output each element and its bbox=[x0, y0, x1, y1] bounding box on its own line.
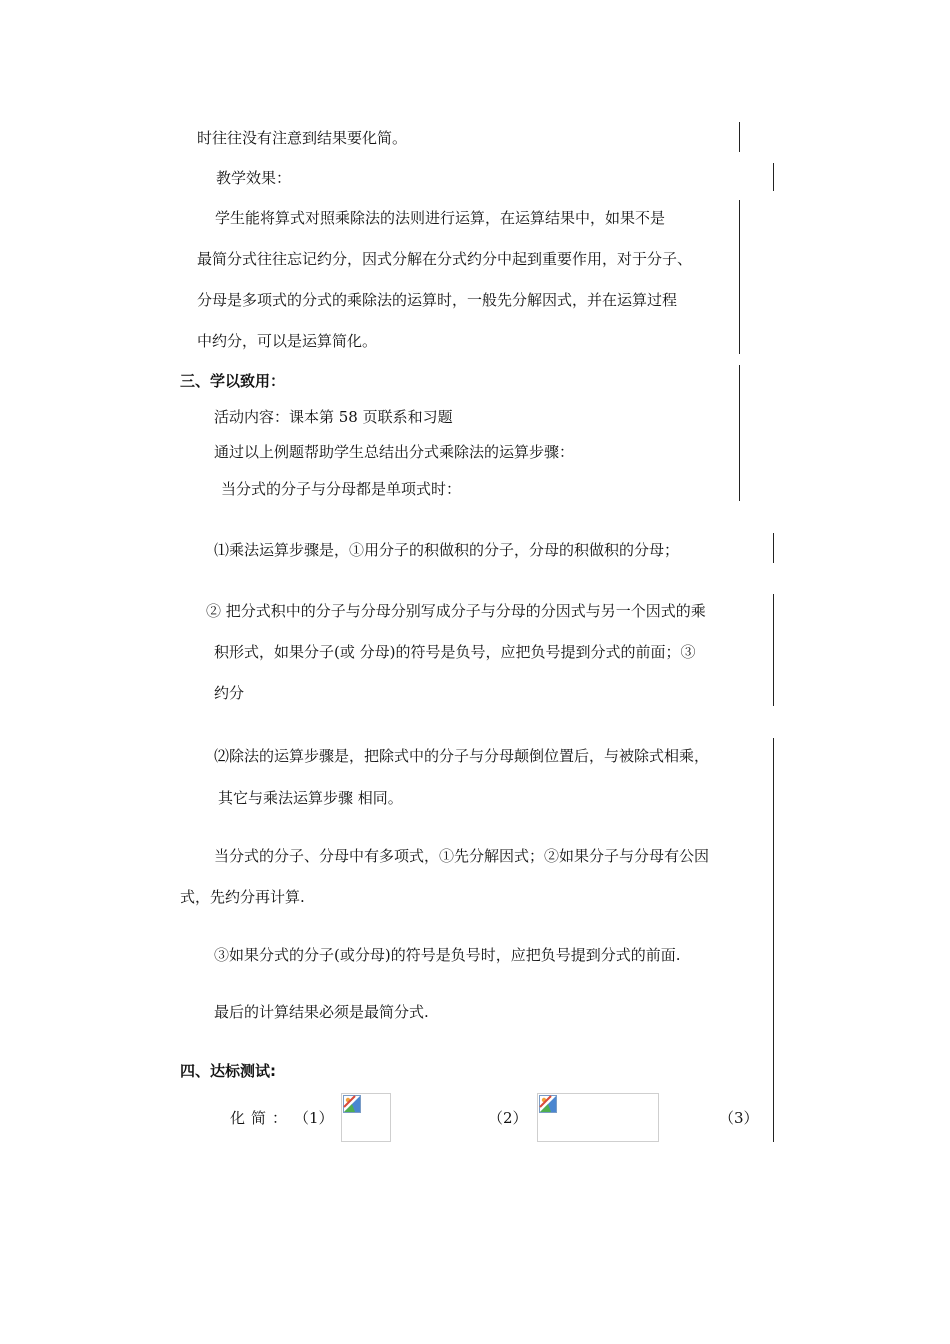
simplify-label: 化简： bbox=[230, 1109, 294, 1127]
step-text: 积形式，如果分子(或 分母)的符号是负号，应把负号提到分式的前面；③ bbox=[214, 643, 696, 661]
paragraph-line: 当分式的分子、分母中有多项式，①先分解因式；②如果分子与分母有公因 bbox=[214, 847, 710, 865]
formula-image bbox=[537, 1093, 659, 1142]
paragraph-line: 最简分式往往忘记约分，因式分解在分式约分中起到重要作用，对于分子、 bbox=[197, 250, 693, 268]
question-number: （3） bbox=[719, 1109, 759, 1127]
step-text: 其它与乘法运算步骤 相同。 bbox=[218, 789, 403, 807]
table-border bbox=[773, 594, 774, 706]
question-number: （1） bbox=[294, 1109, 334, 1127]
section-heading: 三、学以致用： bbox=[180, 372, 286, 390]
paragraph-line: 最后的计算结果必须是最简分式. bbox=[214, 1003, 429, 1021]
table-border bbox=[739, 365, 740, 501]
text-line: 当分式的分子与分母都是单项式时： bbox=[221, 480, 462, 498]
paragraph-line: ③如果分式的分子(或分母)的符号是负号时，应把负号提到分式的前面. bbox=[214, 946, 681, 964]
table-border bbox=[739, 122, 740, 152]
step-text: 约分 bbox=[214, 684, 245, 702]
broken-image-icon bbox=[343, 1095, 361, 1113]
step-text: ② 把分式积中的分子与分母分别写成分子与分母的分因式与另一个因式的乘 bbox=[206, 602, 706, 620]
table-border bbox=[773, 533, 774, 563]
section-heading: 四、达标测试: bbox=[180, 1062, 276, 1080]
text-line: 时往往没有注意到结果要化简。 bbox=[197, 129, 408, 147]
table-border bbox=[739, 200, 740, 354]
question-number: （2） bbox=[488, 1109, 528, 1127]
step-text: ⑴乘法运算步骤是，①用分子的积做积的分子，分母的积做积的分母； bbox=[214, 541, 680, 559]
broken-image-icon bbox=[539, 1095, 557, 1113]
text-line: 活动内容：课本第 58 页联系和习题 bbox=[214, 408, 453, 426]
text-line: 通过以上例题帮助学生总结出分式乘除法的运算步骤： bbox=[214, 443, 575, 461]
paragraph-line: 中约分，可以是运算简化。 bbox=[197, 332, 378, 350]
step-text: ⑵除法的运算步骤是，把除式中的分子与分母颠倒位置后，与被除式相乘， bbox=[214, 747, 710, 765]
table-border bbox=[773, 738, 774, 1142]
paragraph-line: 学生能将算式对照乘除法的法则进行运算，在运算结果中，如果不是 bbox=[215, 209, 666, 227]
paragraph-line: 式，先约分再计算. bbox=[180, 888, 305, 906]
effect-label: 教学效果： bbox=[216, 169, 292, 187]
formula-image bbox=[341, 1093, 391, 1142]
table-border bbox=[773, 163, 774, 191]
paragraph-line: 分母是多项式的分式的乘除法的运算时，一般先分解因式，并在运算过程 bbox=[197, 291, 678, 309]
